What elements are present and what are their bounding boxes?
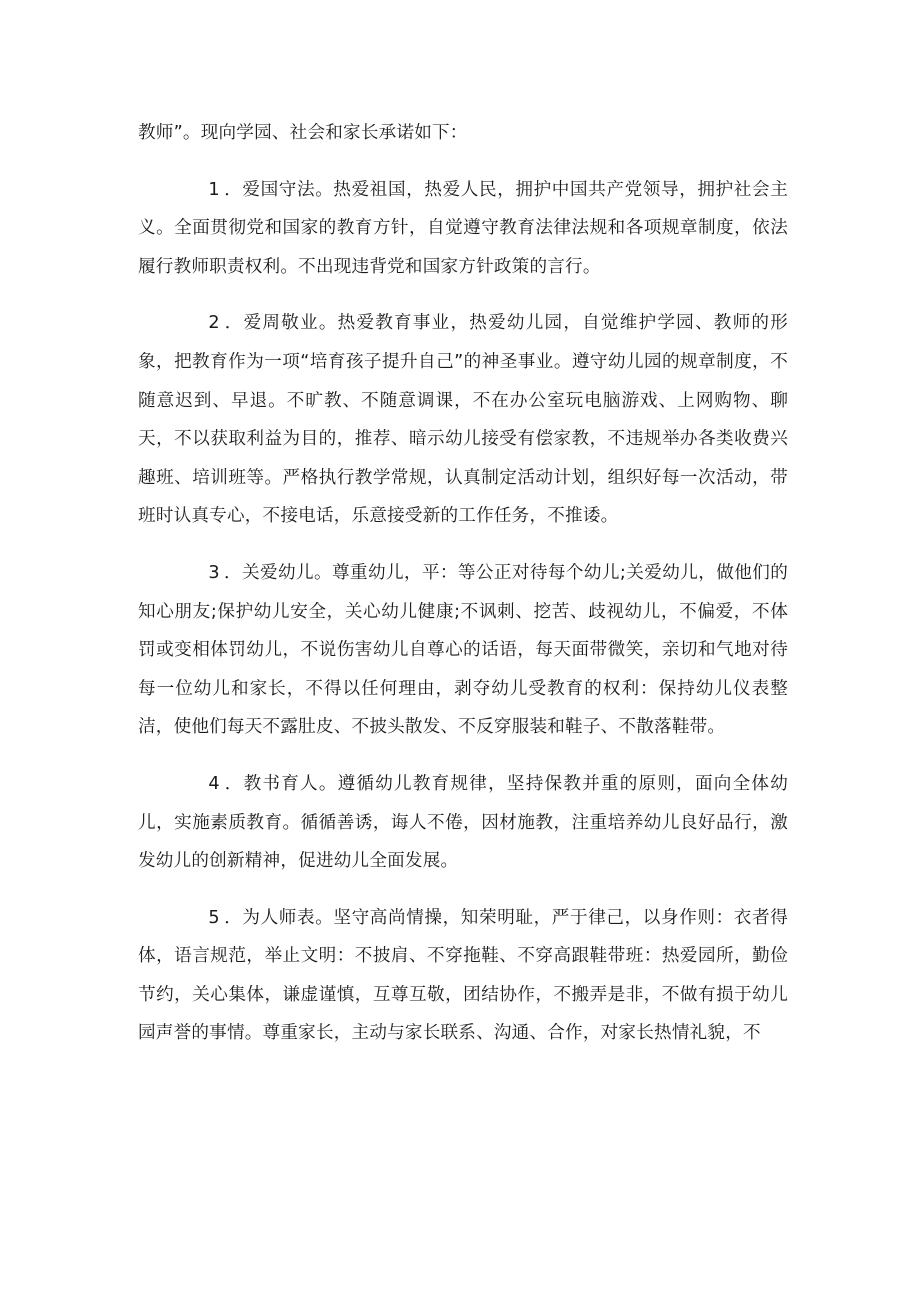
item-text: ．爱国守法。热爱祖国，热爱人民，拥护中国共产党领导，拥护社会主义。全面贯彻党和国家的教育方针，自觉遵守教育法律法规和各项规章制度，依法履行教师职责权利。不出现违背党和国家方针政策的言行。 <box>138 179 788 277</box>
item-number: 3 <box>208 562 220 583</box>
commitment-item-1 <box>138 171 788 287</box>
item-number: 1 <box>208 179 220 200</box>
commitment-item-3 <box>138 554 788 747</box>
item-text: ．为人师表。坚守高尚情操，知荣明耻，严于律己，以身作则：衣者得体，语言规范，举止文明：不披肩、不穿拖鞋、不穿高跟鞋带班：热爱园所，勤俭节约，关心集体，谦虚谨慎，互尊互敬，团结协作，不搬弄是非，不做有损于幼儿园声誉的事情。尊重家长，主动与家长联系、沟通、合作，对家长热情礼貌，不 <box>138 907 788 1044</box>
item-number: 5 <box>208 907 220 928</box>
intro-paragraph: 教师”。现向学园、社会和家长承诺如下： <box>138 123 468 143</box>
commitment-item-5 <box>138 899 788 1053</box>
item-number: 4 <box>208 773 220 794</box>
item-text: ．关爱幼儿。尊重幼儿，平：等公正对待每个幼儿;关爱幼儿，做他们的知心朋友;保护幼儿安全，关心幼儿健康;不讽刺、挖苦、歧视幼儿，不偏爱，不体罚或变相体罚幼儿，不说伤害幼儿自尊心的话语，每天面带微笑，亲切和气地对待每一位幼儿和家长，不得以任何理由，剥夺幼儿受教育的权利：保持幼儿仪表整洁，使他们每天不露肚皮、不披头散发、不反穿服装和鞋子、不散落鞋带。 <box>138 562 788 738</box>
item-text: ．教书育人。遵循幼儿教育规律，坚持保教并重的原则，面向全体幼儿，实施素质教育。循循善诱，诲人不倦，因材施教，注重培养幼儿良好品行，激发幼儿的创新精神，促进幼儿全面发展。 <box>138 773 788 872</box>
item-text: ．爱周敬业。热爱教育事业，热爱幼儿园，自觉维护学园、教师的形象，把教育作为一项“培育孩子提升自己”的神圣事业。遵守幼儿园的规章制度，不随意迟到、早退。不旷教、不随意调课，不在办公室玩电脑游戏、上网购物、聊天，不以获取利益为目的，推荐、暗示幼儿接受有偿家教，不违规举办各类收费兴趣班、培训班等。严格执行教学常规，认真制定活动计划，组织好每一次活动，带班时认真专心，不接电话，乐意接受新的工作任务，不推诿。 <box>138 313 788 527</box>
item-number: 2 <box>208 313 220 334</box>
document-body <box>138 114 788 1071</box>
commitment-item-4 <box>138 765 788 881</box>
commitment-item-2 <box>138 304 788 536</box>
